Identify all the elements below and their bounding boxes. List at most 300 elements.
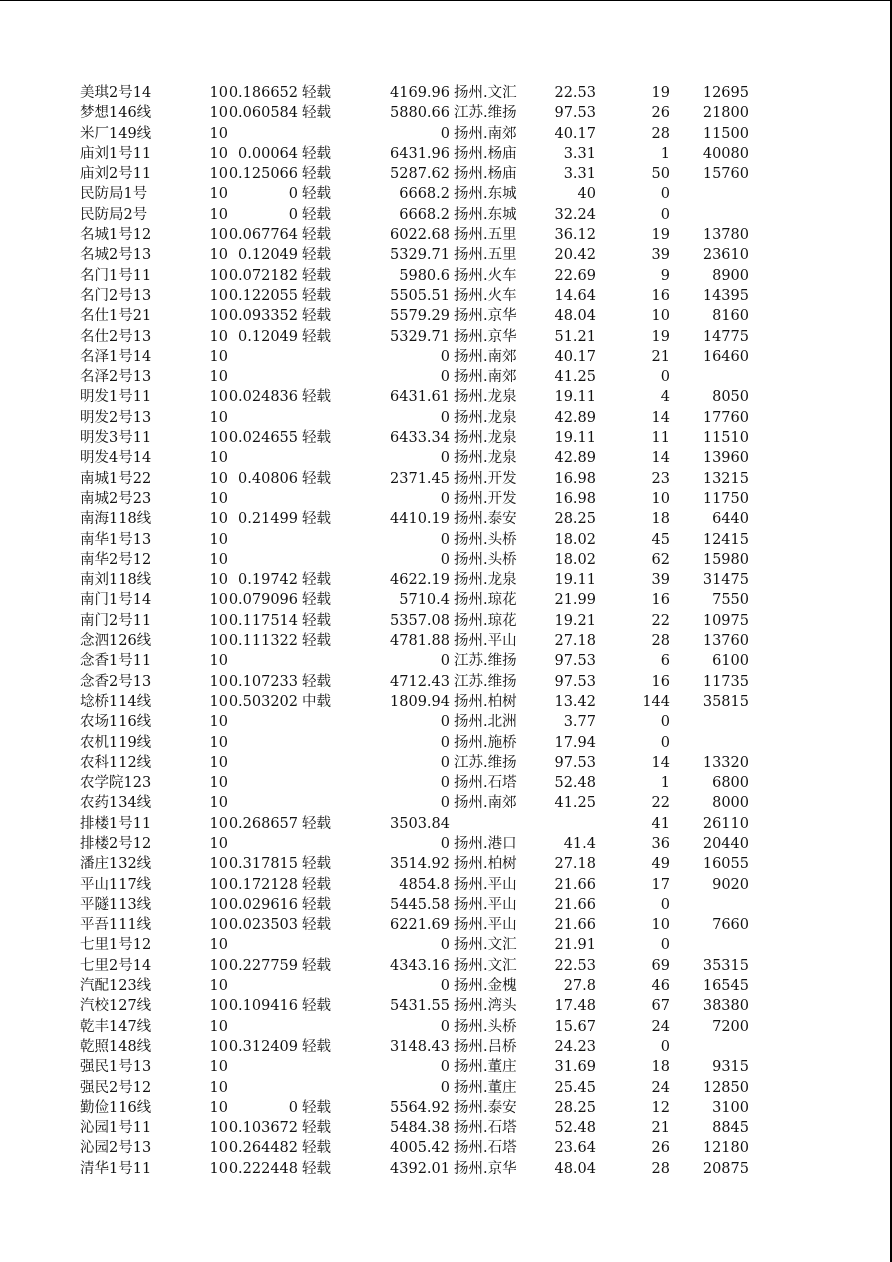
- capacity-cell: 2371.45: [390, 470, 450, 487]
- table-row: [80, 1159, 749, 1179]
- table-row: [80, 570, 749, 590]
- length-cell: 15.67: [554, 1018, 596, 1035]
- table-row: [80, 672, 749, 692]
- capacity-cell: 0: [440, 937, 450, 954]
- capacity-cell: 5710.4: [399, 592, 450, 609]
- count-cell: 144: [642, 693, 670, 710]
- voltage-cell: 10: [209, 1140, 228, 1157]
- capacity-cell: 0: [440, 978, 450, 995]
- capacity-cell: 0: [440, 1079, 450, 1096]
- voltage-cell: 10: [209, 85, 228, 101]
- table-row: [80, 814, 749, 834]
- count-cell: 19: [651, 85, 670, 101]
- count-cell: 22: [651, 795, 670, 812]
- table-row: [80, 448, 749, 468]
- table-row: [80, 205, 749, 225]
- length-cell: 17.48: [554, 998, 596, 1015]
- voltage-cell: 10: [209, 348, 228, 365]
- load-ratio-cell: 0.12049: [238, 328, 298, 345]
- total-cell: 8050: [712, 389, 749, 406]
- count-cell: 21: [651, 348, 670, 365]
- total-cell: 16055: [702, 856, 749, 873]
- substation-cell: 扬州.龙泉: [454, 572, 517, 589]
- load-status-cell: [298, 347, 340, 367]
- table-row: [80, 286, 749, 306]
- table-row: [80, 387, 749, 407]
- load-ratio-cell: 0.172128: [228, 876, 298, 893]
- count-cell: 28: [651, 125, 670, 142]
- table-row: [80, 266, 749, 286]
- substation-cell: 扬州.柏树: [454, 856, 517, 873]
- count-cell: 10: [651, 490, 670, 507]
- total-cell: 20440: [702, 835, 749, 852]
- substation-cell: 扬州.董庄: [454, 1079, 517, 1096]
- length-cell: 22.69: [554, 267, 596, 284]
- load-ratio-cell: 0.125066: [228, 166, 298, 183]
- substation-cell: 江苏.维扬: [454, 754, 517, 771]
- load-status-cell: 轻载: [302, 430, 331, 447]
- line-name-cell: 名泽2号13: [80, 369, 152, 386]
- capacity-cell: 0: [440, 754, 450, 771]
- table-row: [80, 956, 749, 976]
- capacity-cell: 5431.55: [390, 998, 450, 1015]
- substation-cell: 扬州.湾头: [454, 998, 517, 1015]
- count-cell: 62: [651, 551, 670, 568]
- total-cell: 8160: [712, 308, 749, 325]
- substation-cell: 扬州.头桥: [454, 551, 517, 568]
- line-name-cell: 南华1号13: [80, 531, 152, 548]
- load-status-cell: 轻载: [302, 673, 331, 690]
- length-cell: 52.48: [554, 775, 596, 792]
- table-row: [80, 1057, 749, 1077]
- substation-cell: 扬州.开发: [454, 470, 517, 487]
- line-name-cell: 名仕1号21: [80, 308, 152, 325]
- line-name-cell: 念香2号13: [80, 673, 152, 690]
- count-cell: 10: [651, 308, 670, 325]
- table-row: [80, 976, 749, 996]
- table-row: [80, 793, 749, 813]
- load-status-cell: [298, 976, 340, 996]
- load-ratio-cell: 0: [288, 186, 298, 203]
- line-name-cell: 沁园2号13: [80, 1140, 152, 1157]
- substation-cell: 扬州.火车: [454, 267, 517, 284]
- length-cell: 27.18: [554, 856, 596, 873]
- count-cell: 14: [651, 450, 670, 467]
- table-row: [80, 996, 749, 1016]
- total-cell: 15980: [702, 551, 749, 568]
- total-cell: [670, 1037, 749, 1057]
- load-ratio-cell: [228, 712, 298, 732]
- capacity-cell: 0: [440, 348, 450, 365]
- load-ratio-cell: [228, 773, 298, 793]
- length-cell: 48.04: [554, 1160, 596, 1177]
- load-status-cell: [298, 651, 340, 671]
- count-cell: 16: [651, 592, 670, 609]
- voltage-cell: 10: [209, 287, 228, 304]
- length-cell: 23.64: [554, 1140, 596, 1157]
- line-name-cell: 名门1号11: [80, 267, 152, 284]
- table-row: [80, 1037, 749, 1057]
- line-name-cell: 梦想146线: [80, 105, 152, 122]
- line-name-cell: 强民1号13: [80, 1059, 152, 1076]
- length-cell: 19.21: [554, 612, 596, 629]
- load-status-cell: 轻载: [302, 592, 331, 609]
- length-cell: 52.48: [554, 1120, 596, 1137]
- table-row: [80, 530, 749, 550]
- total-cell: 23610: [702, 247, 749, 264]
- line-name-cell: 农药134线: [80, 795, 152, 812]
- substation-cell: 扬州.杨庙: [454, 145, 517, 162]
- length-cell: 16.98: [554, 490, 596, 507]
- length-cell: 36.12: [554, 227, 596, 244]
- substation-cell: 扬州.施桥: [454, 734, 517, 751]
- total-cell: 12180: [702, 1140, 749, 1157]
- total-cell: [670, 935, 749, 955]
- load-status-cell: [298, 550, 340, 570]
- count-cell: 0: [660, 186, 670, 203]
- voltage-cell: 10: [209, 815, 228, 832]
- load-status-cell: [298, 834, 340, 854]
- substation-cell: 扬州.南郊: [454, 795, 517, 812]
- total-cell: 20875: [702, 1160, 749, 1177]
- table-row: [80, 225, 749, 245]
- load-status-cell: 轻载: [302, 998, 331, 1015]
- total-cell: 14395: [702, 287, 749, 304]
- total-cell: 13780: [702, 227, 749, 244]
- load-ratio-cell: 0.00064: [238, 145, 298, 162]
- capacity-cell: 0: [440, 450, 450, 467]
- load-status-cell: 轻载: [302, 876, 331, 893]
- line-name-cell: 名泽1号14: [80, 348, 152, 365]
- total-cell: 6440: [712, 511, 749, 528]
- capacity-cell: 3148.43: [390, 1038, 450, 1055]
- load-status-cell: 轻载: [302, 1038, 331, 1055]
- count-cell: 23: [651, 470, 670, 487]
- load-status-cell: 轻载: [302, 856, 331, 873]
- substation-cell: 扬州.京华: [454, 308, 517, 325]
- load-ratio-cell: [228, 793, 298, 813]
- capacity-cell: 4622.19: [390, 572, 450, 589]
- total-cell: 13215: [702, 470, 749, 487]
- load-ratio-cell: 0.312409: [228, 1038, 298, 1055]
- load-status-cell: 轻载: [302, 328, 331, 345]
- table-row: [80, 469, 749, 489]
- load-status-cell: [298, 793, 340, 813]
- capacity-cell: 0: [440, 531, 450, 548]
- load-status-cell: 轻载: [302, 105, 331, 122]
- table-row: [80, 347, 749, 367]
- length-cell: 16.98: [554, 470, 596, 487]
- load-ratio-cell: 0.19742: [238, 572, 298, 589]
- capacity-cell: 5564.92: [390, 1099, 450, 1116]
- substation-cell: 扬州.火车: [454, 287, 517, 304]
- load-ratio-cell: 0.024836: [228, 389, 298, 406]
- capacity-cell: 3503.84: [390, 815, 450, 832]
- length-cell: 41.25: [554, 795, 596, 812]
- load-status-cell: [298, 753, 340, 773]
- total-cell: 12850: [702, 1079, 749, 1096]
- voltage-cell: 10: [209, 105, 228, 122]
- count-cell: 19: [651, 328, 670, 345]
- load-ratio-cell: 0.264482: [228, 1140, 298, 1157]
- load-status-cell: 轻载: [302, 470, 331, 487]
- substation-cell: 扬州.南郊: [454, 125, 517, 142]
- load-status-cell: 轻载: [302, 267, 331, 284]
- line-name-cell: 平山117线: [80, 876, 152, 893]
- load-ratio-cell: [228, 651, 298, 671]
- line-name-cell: 平隧113线: [80, 896, 152, 913]
- length-cell: 48.04: [554, 308, 596, 325]
- table-row: [80, 1078, 749, 1098]
- load-ratio-cell: [228, 733, 298, 753]
- total-cell: [670, 895, 749, 915]
- count-cell: 21: [651, 1120, 670, 1137]
- count-cell: 4: [660, 389, 670, 406]
- substation-cell: 扬州.平山: [454, 633, 517, 650]
- load-status-cell: [298, 1057, 340, 1077]
- total-cell: 6100: [712, 653, 749, 670]
- line-name-cell: 米厂149线: [80, 125, 152, 142]
- substation-cell: 扬州.琼花: [454, 592, 517, 609]
- total-cell: 8900: [712, 267, 749, 284]
- load-ratio-cell: 0: [288, 206, 298, 223]
- total-cell: 12695: [702, 85, 749, 101]
- load-ratio-cell: 0.060584: [228, 105, 298, 122]
- voltage-cell: 10: [209, 1160, 228, 1177]
- load-ratio-cell: 0.12049: [238, 247, 298, 264]
- voltage-cell: 10: [209, 673, 228, 690]
- line-name-cell: 农学院123: [80, 775, 152, 792]
- total-cell: [670, 733, 749, 753]
- count-cell: 18: [651, 1059, 670, 1076]
- load-status-cell: 轻载: [302, 896, 331, 913]
- table-row: [80, 611, 749, 631]
- capacity-cell: 3514.92: [390, 856, 450, 873]
- length-cell: 41.4: [563, 835, 596, 852]
- capacity-cell: 6668.2: [399, 206, 450, 223]
- count-cell: 0: [660, 1038, 670, 1055]
- length-cell: 22.53: [554, 85, 596, 101]
- substation-cell: 扬州.杨庙: [454, 166, 517, 183]
- count-cell: 28: [651, 1160, 670, 1177]
- table-row: [80, 854, 749, 874]
- length-cell: 25.45: [554, 1079, 596, 1096]
- voltage-cell: 10: [209, 876, 228, 893]
- capacity-cell: 6022.68: [390, 227, 450, 244]
- substation-cell: 扬州.五里: [454, 227, 517, 244]
- table-row: [80, 1138, 749, 1158]
- voltage-cell: 10: [209, 775, 228, 792]
- capacity-cell: 0: [440, 734, 450, 751]
- load-ratio-cell: [228, 489, 298, 509]
- table-row: [80, 103, 749, 123]
- length-cell: 97.53: [554, 653, 596, 670]
- length-cell: 21.66: [554, 917, 596, 934]
- count-cell: 50: [651, 166, 670, 183]
- total-cell: 31475: [702, 572, 749, 589]
- total-cell: 16460: [702, 348, 749, 365]
- length-cell: 42.89: [554, 450, 596, 467]
- load-status-cell: [298, 489, 340, 509]
- substation-cell: 扬州.平山: [454, 896, 517, 913]
- substation-cell: 扬州.龙泉: [454, 430, 517, 447]
- length-cell: 42.89: [554, 409, 596, 426]
- table-row: [80, 428, 749, 448]
- line-name-cell: 南海118线: [80, 511, 152, 528]
- load-status-cell: 轻载: [302, 572, 331, 589]
- table-row: [80, 184, 749, 204]
- load-status-cell: 轻载: [302, 227, 331, 244]
- voltage-cell: 10: [209, 267, 228, 284]
- line-name-cell: 农场116线: [80, 714, 152, 731]
- load-ratio-cell: 0.222448: [228, 1160, 298, 1177]
- load-ratio-cell: [228, 124, 298, 144]
- count-cell: 39: [651, 247, 670, 264]
- voltage-cell: 10: [209, 369, 228, 386]
- voltage-cell: 10: [209, 592, 228, 609]
- capacity-cell: 0: [440, 125, 450, 142]
- count-cell: 17: [651, 876, 670, 893]
- load-ratio-cell: [228, 448, 298, 468]
- table-body: [80, 83, 749, 1179]
- capacity-cell: 1809.94: [390, 693, 450, 710]
- capacity-cell: 5505.51: [390, 287, 450, 304]
- load-status-cell: [298, 448, 340, 468]
- load-ratio-cell: 0.093352: [228, 308, 298, 325]
- table-row: [80, 631, 749, 651]
- capacity-cell: 6221.69: [390, 917, 450, 934]
- table-row: [80, 773, 749, 793]
- total-cell: 17760: [702, 409, 749, 426]
- substation-cell: 扬州.文汇: [454, 937, 517, 954]
- capacity-cell: 0: [440, 551, 450, 568]
- substation-cell: 扬州.南郊: [454, 369, 517, 386]
- load-ratio-cell: 0.227759: [228, 957, 298, 974]
- load-status-cell: [298, 530, 340, 550]
- voltage-cell: 10: [209, 1038, 228, 1055]
- voltage-cell: 10: [209, 1099, 228, 1116]
- voltage-cell: 10: [209, 978, 228, 995]
- line-name-cell: 强民2号12: [80, 1079, 152, 1096]
- substation-cell: 扬州.龙泉: [454, 450, 517, 467]
- load-ratio-cell: 0.109416: [228, 998, 298, 1015]
- total-cell: 11510: [702, 430, 749, 447]
- capacity-cell: 6433.34: [390, 430, 450, 447]
- substation-cell: 扬州.琼花: [454, 612, 517, 629]
- length-cell: 3.31: [563, 145, 596, 162]
- load-ratio-cell: [228, 1057, 298, 1077]
- line-name-cell: 平吾111线: [80, 917, 152, 934]
- substation-cell: 扬州.东城: [454, 206, 517, 223]
- load-ratio-cell: [228, 550, 298, 570]
- table-row: [80, 1118, 749, 1138]
- count-cell: 24: [651, 1018, 670, 1035]
- length-cell: 17.94: [554, 734, 596, 751]
- line-name-cell: 南刘118线: [80, 572, 152, 589]
- count-cell: 46: [651, 978, 670, 995]
- length-cell: 97.53: [554, 754, 596, 771]
- total-cell: [670, 205, 749, 225]
- length-cell: 18.02: [554, 531, 596, 548]
- capacity-cell: 4343.16: [390, 957, 450, 974]
- voltage-cell: 10: [209, 470, 228, 487]
- total-cell: 9020: [712, 876, 749, 893]
- line-name-cell: 乾丰147线: [80, 1018, 152, 1035]
- voltage-cell: 10: [209, 835, 228, 852]
- load-status-cell: 轻载: [302, 612, 331, 629]
- capacity-cell: 6431.61: [390, 389, 450, 406]
- capacity-cell: 4169.96: [390, 85, 450, 101]
- load-ratio-cell: 0.024655: [228, 430, 298, 447]
- count-cell: 6: [660, 653, 670, 670]
- length-cell: 28.25: [554, 511, 596, 528]
- voltage-cell: 10: [209, 734, 228, 751]
- total-cell: 35815: [702, 693, 749, 710]
- total-cell: 13320: [702, 754, 749, 771]
- total-cell: [670, 712, 749, 732]
- load-ratio-cell: [228, 753, 298, 773]
- total-cell: 7200: [712, 1018, 749, 1035]
- line-name-cell: 排楼2号12: [80, 835, 152, 852]
- load-status-cell: 中载: [302, 693, 331, 710]
- length-cell: 31.69: [554, 1059, 596, 1076]
- load-ratio-cell: [228, 1017, 298, 1037]
- substation-cell: 江苏.维扬: [454, 653, 517, 670]
- load-status-cell: [298, 408, 340, 428]
- load-ratio-cell: 0.103672: [228, 1120, 298, 1137]
- length-cell: 97.53: [554, 105, 596, 122]
- load-status-cell: [298, 1078, 340, 1098]
- voltage-cell: 10: [209, 531, 228, 548]
- substation-cell: 扬州.京华: [454, 1160, 517, 1177]
- length-cell: 27.8: [563, 978, 596, 995]
- voltage-cell: 10: [209, 957, 228, 974]
- substation-cell: 扬州.文汇: [454, 85, 517, 101]
- line-name-cell: 沁园1号11: [80, 1120, 152, 1137]
- length-cell: 41.25: [554, 369, 596, 386]
- voltage-cell: 10: [209, 896, 228, 913]
- substation-cell: 扬州.石塔: [454, 1140, 517, 1157]
- capacity-cell: 5287.62: [390, 166, 450, 183]
- line-name-cell: 排楼1号11: [80, 815, 152, 832]
- load-ratio-cell: [228, 367, 298, 387]
- count-cell: 0: [660, 369, 670, 386]
- total-cell: 16545: [702, 978, 749, 995]
- table-row: [80, 124, 749, 144]
- substation-cell: 扬州.平山: [454, 917, 517, 934]
- count-cell: 9: [660, 267, 670, 284]
- load-ratio-cell: 0: [288, 1099, 298, 1116]
- voltage-cell: 10: [209, 450, 228, 467]
- count-cell: 14: [651, 409, 670, 426]
- load-status-cell: 轻载: [302, 957, 331, 974]
- line-name-cell: 民防局2号: [80, 206, 148, 223]
- line-name-cell: 明发4号14: [80, 450, 152, 467]
- table-row: [80, 489, 749, 509]
- line-name-cell: 农机119线: [80, 734, 152, 751]
- length-cell: 21.66: [554, 876, 596, 893]
- line-name-cell: 名城2号13: [80, 247, 152, 264]
- table-row: [80, 733, 749, 753]
- line-name-cell: 南华2号12: [80, 551, 152, 568]
- line-name-cell: 清华1号11: [80, 1160, 152, 1177]
- load-status-cell: 轻载: [302, 186, 331, 203]
- voltage-cell: 10: [209, 1059, 228, 1076]
- total-cell: 14775: [702, 328, 749, 345]
- total-cell: 6800: [712, 775, 749, 792]
- length-cell: 24.23: [554, 1038, 596, 1055]
- load-ratio-cell: 0.122055: [228, 287, 298, 304]
